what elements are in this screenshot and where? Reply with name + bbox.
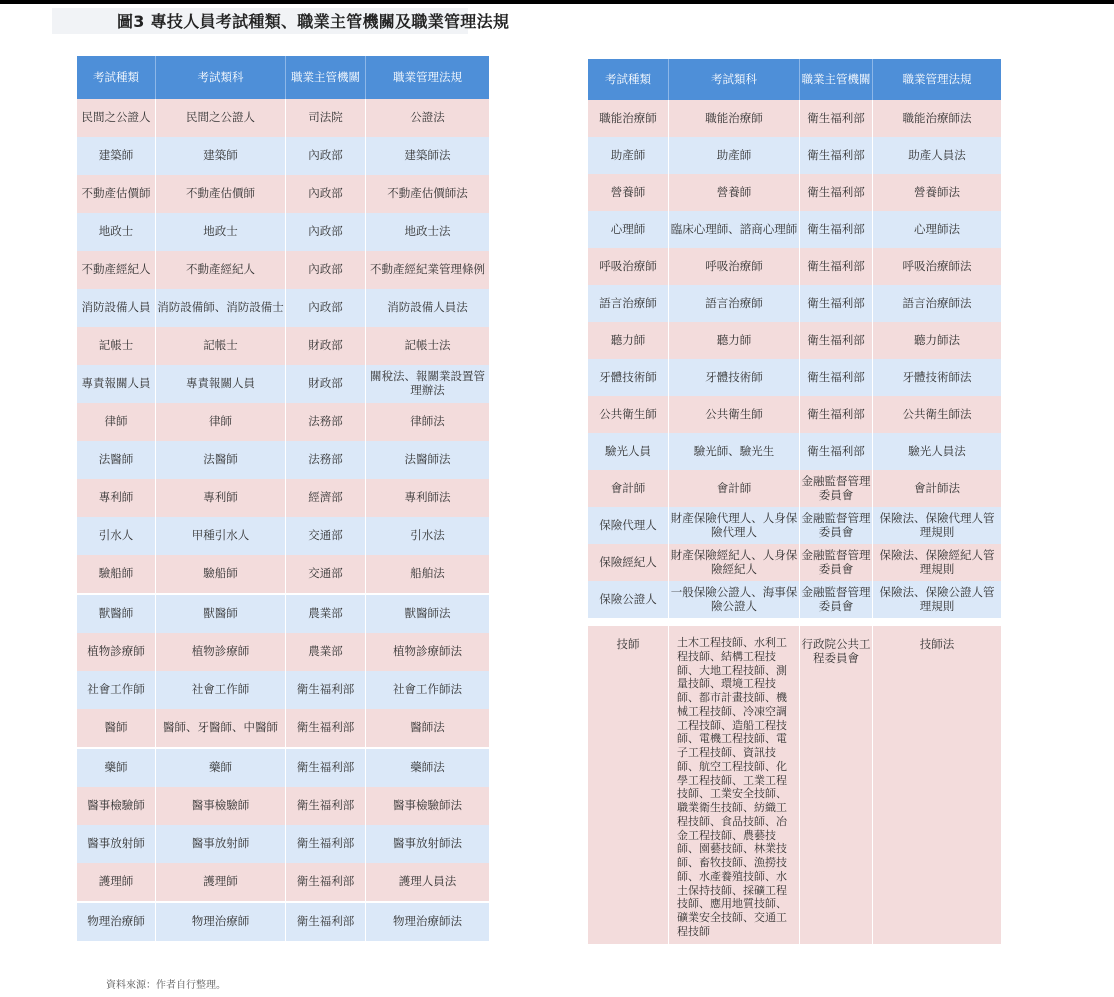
cell-authority: 衛生福利部 [285,903,365,941]
cell-exam-subject: 記帳士 [155,327,285,365]
cell-exam-type: 專責報關人員 [81,376,151,391]
cell-authority: 衛生福利部 [799,174,872,211]
header-exam-type: 考試種類 [605,71,651,86]
table-row [77,555,489,593]
table-row [588,396,1001,433]
header-exam-type: 考試種類 [93,69,139,84]
table-row-technician [588,626,1001,944]
cell-regulation: 護理人員法 [365,863,489,901]
table-row [77,175,489,213]
cell-exam-subject: 驗船師 [155,555,285,593]
table-row [588,322,1001,359]
cell-exam-type: 獸醫師 [98,606,134,621]
cell-exam-subject: 助產師 [668,137,799,174]
cell-exam-subject: 律師 [155,403,285,441]
cell-exam-type: 護理師 [98,874,134,889]
table-row [77,595,489,633]
cell-regulation: 關稅法、報關業設置管理辦法 [365,365,489,403]
cell-exam-subject: 法醫師 [155,441,285,479]
cell-exam-type: 職能治療師 [599,110,657,125]
cell-exam-type: 營養師 [610,184,646,199]
table-row [77,289,489,327]
cell-authority: 經濟部 [285,479,365,517]
cell-exam-subject: 公共衛生師 [668,396,799,433]
cell-exam-type: 技師 [616,637,640,651]
cell-regulation: 地政士法 [365,213,489,251]
cell-exam-type: 心理師 [610,221,646,236]
cell-exam-subject: 護理師 [155,863,285,901]
cell-authority: 農業部 [285,595,365,633]
table-row [77,403,489,441]
cell-regulation: 律師法 [365,403,489,441]
cell-regulation: 不動產經紀業管理條例 [365,251,489,289]
left-table [77,56,489,941]
cell-exam-type: 藥師 [104,760,128,775]
cell-authority: 衛生福利部 [799,248,872,285]
cell-exam-type: 助產師 [610,147,646,162]
cell-regulation: 公共衛生師法 [872,396,1001,433]
cell-authority: 衛生福利部 [799,285,872,322]
cell-regulation: 助產人員法 [872,137,1001,174]
cell-regulation: 船舶法 [365,555,489,593]
table-row [588,248,1001,285]
cell-exam-subject: 消防設備師、消防設備士 [155,289,285,327]
cell-exam-type: 消防設備人員 [81,300,151,315]
figure-title: 圖3 專技人員考試種類、職業主管機關及職業管理法規 [117,12,510,31]
header-regulation: 職業管理法規 [365,56,489,99]
cell-authority: 衛生福利部 [799,322,872,359]
cell-authority: 內政部 [285,175,365,213]
cell-exam-type: 會計師 [610,480,646,495]
table-row [77,787,489,825]
cell-authority: 內政部 [285,289,365,327]
cell-authority: 衛生福利部 [799,396,872,433]
cell-exam-type: 保險代理人 [599,517,657,532]
cell-exam-subject: 建築師 [155,137,285,175]
table-row [588,174,1001,211]
cell-exam-type: 醫師 [104,720,128,735]
cell-exam-type: 語言治療師 [599,295,657,310]
cell-exam-subject: 專利師 [155,479,285,517]
cell-authority: 內政部 [285,213,365,251]
cell-exam-subject: 呼吸治療師 [668,248,799,285]
cell-exam-type: 驗船師 [98,566,134,581]
cell-regulation: 醫事檢驗師法 [365,787,489,825]
cell-authority: 交通部 [285,517,365,555]
table-row [588,507,1001,544]
cell-exam-type: 驗光人員 [605,443,651,458]
table-row [77,479,489,517]
cell-authority: 內政部 [285,137,365,175]
right-table [588,59,1001,944]
cell-exam-subject: 植物診療師 [155,633,285,671]
cell-exam-type: 醫事檢驗師 [87,798,145,813]
cell-authority: 衛生福利部 [799,137,872,174]
table-row [77,517,489,555]
cell-exam-subject: 藥師 [155,749,285,787]
cell-exam-type: 引水人 [98,528,134,543]
cell-exam-type: 民間之公證人 [81,110,151,125]
header-exam-subject: 考試類科 [668,59,799,100]
cell-regulation: 會計師法 [872,470,1001,507]
right-table-body [588,100,1001,618]
table-row [77,825,489,863]
cell-exam-type: 法醫師 [98,452,134,467]
cell-authority: 法務部 [285,403,365,441]
cell-exam-type: 植物診療師 [87,644,145,659]
cell-regulation: 公證法 [365,99,489,137]
table-row [77,671,489,709]
source-note: 資料來源：作者自行整理。 [106,980,226,991]
cell-exam-subject: 專責報關人員 [155,365,285,403]
cell-authority: 衛生福利部 [285,709,365,747]
cell-exam-subject: 財產保險代理人、人身保險代理人 [668,507,799,544]
cell-exam-type: 建築師 [98,148,134,163]
cell-exam-subject: 牙體技術師 [668,359,799,396]
cell-regulation: 職能治療師法 [872,100,1001,137]
cell-exam-subject: 職能治療師 [668,100,799,137]
cell-exam-type: 公共衛生師 [599,406,657,421]
cell-regulation: 呼吸治療師法 [872,248,1001,285]
table-row [588,137,1001,174]
cell-regulation: 聽力師法 [872,322,1001,359]
table-row [77,137,489,175]
table-row [588,100,1001,137]
cell-exam-subject: 臨床心理師、諮商心理師 [668,211,799,248]
cell-regulation: 心理師法 [872,211,1001,248]
cell-exam-subject: 醫師、牙醫師、中醫師 [155,709,285,747]
cell-exam-subject: 驗光師、驗光生 [668,433,799,470]
table-row [588,211,1001,248]
cell-regulation: 技師法 [872,626,1001,944]
table-row [588,433,1001,470]
cell-regulation: 引水法 [365,517,489,555]
cell-authority: 金融監督管理委員會 [799,507,872,544]
cell-regulation: 法醫師法 [365,441,489,479]
cell-authority: 內政部 [285,251,365,289]
cell-exam-subject: 一般保險公證人、海事保險公證人 [668,581,799,618]
cell-regulation: 營養師法 [872,174,1001,211]
table-row [588,285,1001,322]
table-row [77,99,489,137]
cell-exam-subject: 會計師 [668,470,799,507]
cell-authority: 農業部 [285,633,365,671]
header-exam-subject: 考試類科 [155,56,285,99]
cell-exam-subject: 醫事檢驗師 [155,787,285,825]
cell-regulation: 物理治療師法 [365,903,489,941]
cell-authority: 衛生福利部 [285,825,365,863]
table-row [77,863,489,901]
cell-authority: 金融監督管理委員會 [799,470,872,507]
table-row [77,903,489,941]
header-authority: 職業主管機關 [799,59,872,100]
table-row [77,633,489,671]
cell-exam-subject: 醫事放射師 [155,825,285,863]
cell-authority: 衛生福利部 [799,211,872,248]
cell-authority: 衛生福利部 [285,787,365,825]
cell-authority: 司法院 [285,99,365,137]
cell-exam-type: 物理治療師 [87,914,145,929]
cell-regulation: 社會工作師法 [365,671,489,709]
table-row [77,327,489,365]
cell-exam-subject: 不動產估價師 [155,175,285,213]
cell-regulation: 消防設備人員法 [365,289,489,327]
cell-exam-type: 專利師 [98,490,134,505]
cell-exam-subject: 民間之公證人 [155,99,285,137]
table-row [588,581,1001,618]
cell-authority: 法務部 [285,441,365,479]
cell-regulation: 驗光人員法 [872,433,1001,470]
table-row [77,709,489,747]
cell-authority: 金融監督管理委員會 [799,544,872,581]
table-row [77,749,489,787]
table-row [77,251,489,289]
cell-exam-type: 不動產估價師 [81,186,151,201]
cell-exam-type: 呼吸治療師 [599,258,657,273]
cell-exam-type: 聽力師 [610,332,646,347]
cell-exam-subject: 財產保險經紀人、人身保險經紀人 [668,544,799,581]
top-border [0,0,1114,4]
left-table-header [77,56,489,99]
cell-authority: 衛生福利部 [799,359,872,396]
cell-regulation: 語言治療師法 [872,285,1001,322]
header-regulation: 職業管理法規 [872,59,1001,100]
cell-exam-type: 保險公證人 [599,591,657,606]
cell-regulation: 醫事放射師法 [365,825,489,863]
left-table-body [77,99,489,941]
cell-regulation: 保險法、保險公證人管理規則 [872,581,1001,618]
table-row [77,441,489,479]
table-row [77,213,489,251]
header-authority: 職業主管機關 [285,56,365,99]
cell-exam-subject: 不動產經紀人 [155,251,285,289]
table-row [588,544,1001,581]
cell-exam-type: 不動產經紀人 [81,262,151,277]
cell-exam-type: 社會工作師 [87,682,145,697]
cell-regulation: 保險法、保險代理人管理規則 [872,507,1001,544]
cell-exam-subject: 獸醫師 [155,595,285,633]
cell-exam-type: 律師 [104,414,128,429]
cell-regulation: 獸醫師法 [365,595,489,633]
cell-regulation: 建築師法 [365,137,489,175]
cell-exam-subject: 營養師 [668,174,799,211]
cell-regulation: 不動產估價師法 [365,175,489,213]
cell-exam-subject: 地政士 [155,213,285,251]
cell-exam-type: 地政士 [98,224,134,239]
cell-authority: 金融監督管理委員會 [799,581,872,618]
table-row [77,365,489,403]
cell-exam-subject: 甲種引水人 [155,517,285,555]
right-table-header [588,59,1001,100]
cell-authority: 衛生福利部 [285,671,365,709]
cell-exam-subject: 聽力師 [668,322,799,359]
cell-authority: 衛生福利部 [285,863,365,901]
cell-regulation: 保險法、保險經紀人管理規則 [872,544,1001,581]
cell-regulation: 醫師法 [365,709,489,747]
cell-exam-type: 醫事放射師 [87,836,145,851]
cell-regulation: 牙體技術師法 [872,359,1001,396]
cell-authority: 衛生福利部 [799,433,872,470]
cell-authority: 衛生福利部 [799,100,872,137]
cell-regulation: 藥師法 [365,749,489,787]
cell-exam-subject: 土木工程技師、水利工程技師、結構工程技師、大地工程技師、測量技師、環境工程技師、都市計畫技師、機械工程技師、冷凍空調工程技師、造船工程技師、電機工程技師、電子工程技師、資訊技師、航空工程技師、化學工程技師、工業工程技師、工業安全技師、職業衛生技師、紡織工程技師、食品技師、冶金工程技師、農藝技師、園藝技師、林業技師、畜牧技師、漁撈技師、水產養殖技師、水土保持技師、採礦工程技師、應用地質技師、礦業安全技師、交通工程技師 [668,626,799,944]
cell-regulation: 植物診療師法 [365,633,489,671]
cell-exam-type: 記帳士 [98,338,134,353]
table-row [588,359,1001,396]
cell-regulation: 記帳士法 [365,327,489,365]
cell-exam-subject: 物理治療師 [155,903,285,941]
cell-exam-type: 保險經紀人 [599,554,657,569]
cell-authority: 交通部 [285,555,365,593]
cell-authority: 衛生福利部 [285,749,365,787]
cell-authority: 財政部 [285,365,365,403]
cell-exam-subject: 社會工作師 [155,671,285,709]
cell-authority: 財政部 [285,327,365,365]
cell-authority: 行政院公共工程委員會 [799,626,872,944]
cell-exam-subject: 語言治療師 [668,285,799,322]
cell-exam-type: 牙體技術師 [599,369,657,384]
table-row [588,470,1001,507]
cell-regulation: 專利師法 [365,479,489,517]
